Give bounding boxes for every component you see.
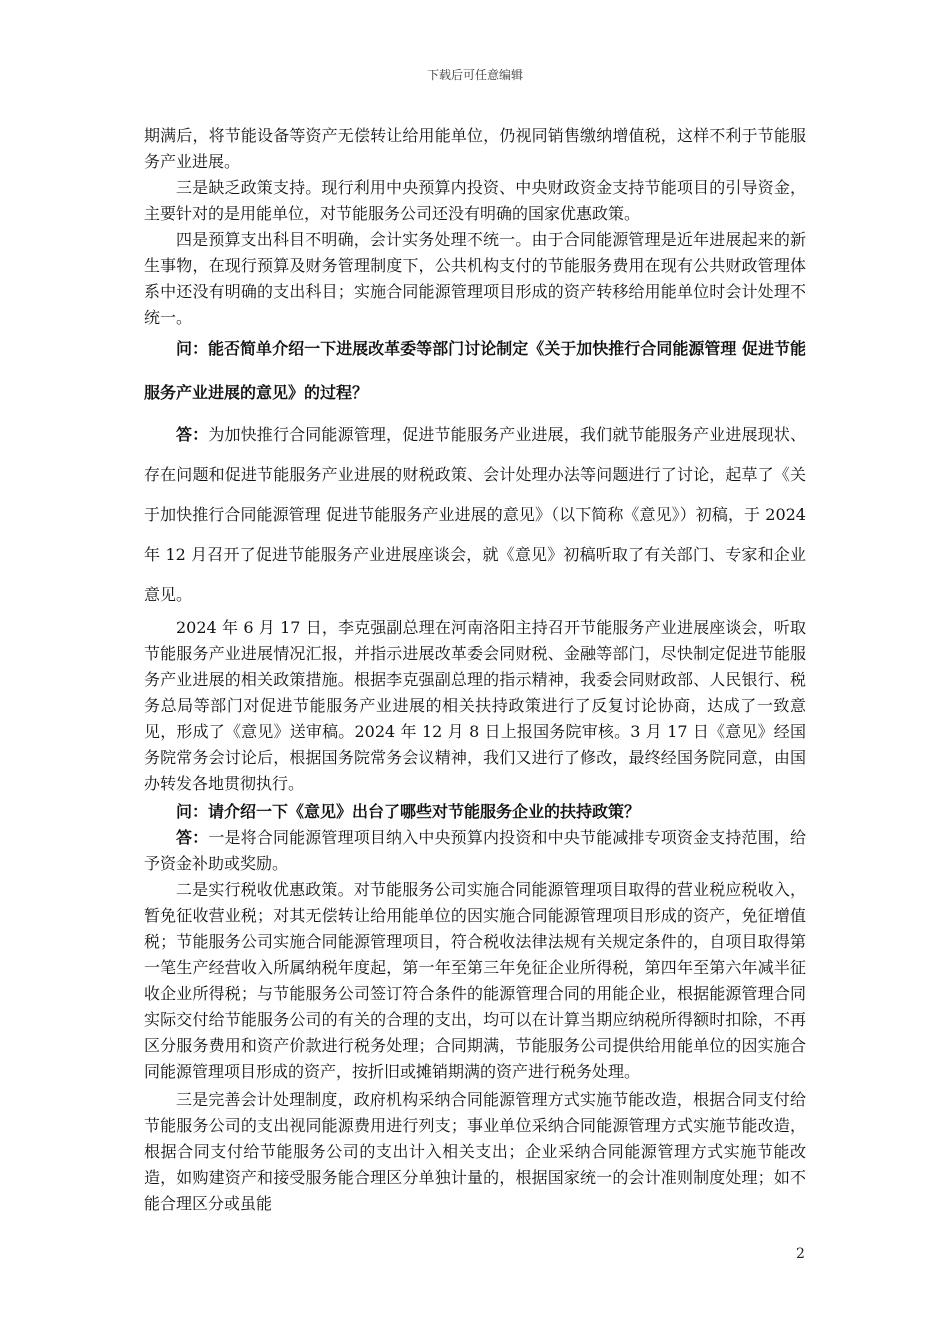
- document-body: [144, 123, 806, 1217]
- question-heading: 问：请介绍一下《意见》出台了哪些对节能服务企业的扶持政策？: [176, 802, 641, 821]
- paragraph: 二是实行税收优惠政策。对节能服务公司实施合同能源管理项目取得的营业税应税收入，暂免征收营业税；对其无偿转让给用能单位的因实施合同能源管理项目形成的资产，免征增值税；节能服务公司实施合同能源管理项目，符合税收法律法规有关规定条件的，自项目取得第一笔生产经营收入所属纳税年度起，第一年至第三年免征企业所得税，第四年至第六年减半征收企业所得税；与节能服务公司签订符合条件的能源管理合同的用能企业，根据能源管理合同实际交付给节能服务公司的有关的合理的支出，均可以在计算当期应纳税所得额时扣除，不再区分服务费用和资产价款进行税务处理；合同期满，节能服务公司提供给用能单位的因实施合同能源管理项目形成的资产，按折旧或摊销期满的资产进行税务处理。: [144, 880, 806, 1081]
- paragraph: 三是缺乏政策支持。现行利用中央预算内投资、中央财政资金支持节能项目的引导资金，主要针对的是用能单位，对节能服务公司还没有明确的国家优惠政策。: [144, 178, 806, 223]
- question-heading: 问：能否简单介绍一下进展改革委等部门讨论制定《关于加快推行合同能源管理 促进节能服务产业进展的意见》的过程？: [144, 339, 806, 402]
- page-header: 下载后可任意编辑: [426, 68, 523, 82]
- answer-text: 为加快推行合同能源管理，促进节能服务产业进展，我们就节能服务产业进展现状、存在问题和促进节能服务产业进展的财税政策、会计处理办法等问题进行了讨论，起草了《关于加快推行合同能源管理 促进节能服务产业进展的意见》（以下简称《意见》）初稿，于 2024 年 12 月召开了促进节能服务产业进展座谈会，就《意见》初稿听取了有关部门、专家和企业意见。: [144, 425, 806, 604]
- paragraph: 2024 年 6 月 17 日，李克强副总理在河南洛阳主持召开节能服务产业进展座谈会，听取节能服务产业进展情况汇报，并指示进展改革委会同财税、金融等部门，尽快制定促进节能服务产业进展的相关政策措施。根据李克强副总理的指示精神，我委会同财政部、人民银行、税务总局等部门对促进节能服务产业进展的相关扶持政策进行了反复讨论协商，达成了一致意见，形成了《意见》送审稿。2024 年 12 月 8 日上报国务院审核。3 月 17 日《意见》经国务院常务会讨论后，根据国务院常务会议精神，我们又进行了修改，最终经国务院同意，由国办转发各地贯彻执行。: [144, 618, 806, 793]
- page-number: 2: [796, 1246, 805, 1262]
- answer-paragraph: [144, 825, 806, 877]
- answer-paragraph: [144, 415, 806, 615]
- answer-label: 答：: [176, 828, 209, 847]
- answer-text: 一是将合同能源管理项目纳入中央预算内投资和中央节能减排专项资金支持范围，给予资金补助或奖励。: [144, 828, 806, 873]
- paragraph: 四是预算支出科目不明确，会计实务处理不统一。由于合同能源管理是近年进展起来的新生事物，在现行预算及财务管理制度下，公共机构支付的节能服务费用在现有公共财政管理体系中还没有明确的支出科目；实施合同能源管理项目形成的资产转移给用能单位时会计处理不统一。: [144, 230, 806, 327]
- paragraph: 三是完善会计处理制度，政府机构采纳合同能源管理方式实施节能改造，根据合同支付给节能服务公司的支出视同能源费用进行列支；事业单位采纳合同能源管理方式实施节能改造，根据合同支付给节能服务公司的支出计入相关支出；企业采纳合同能源管理方式实施节能改造，如购建资产和接受服务能合理区分单独计量的，根据国家统一的会计准则制度处理；如不能合理区分或虽能: [144, 1090, 806, 1213]
- paragraph: 期满后，将节能设备等资产无偿转让给用能单位，仍视同销售缴纳增值税，这样不利于节能服务产业进展。: [144, 126, 806, 171]
- answer-label: 答：: [176, 425, 209, 444]
